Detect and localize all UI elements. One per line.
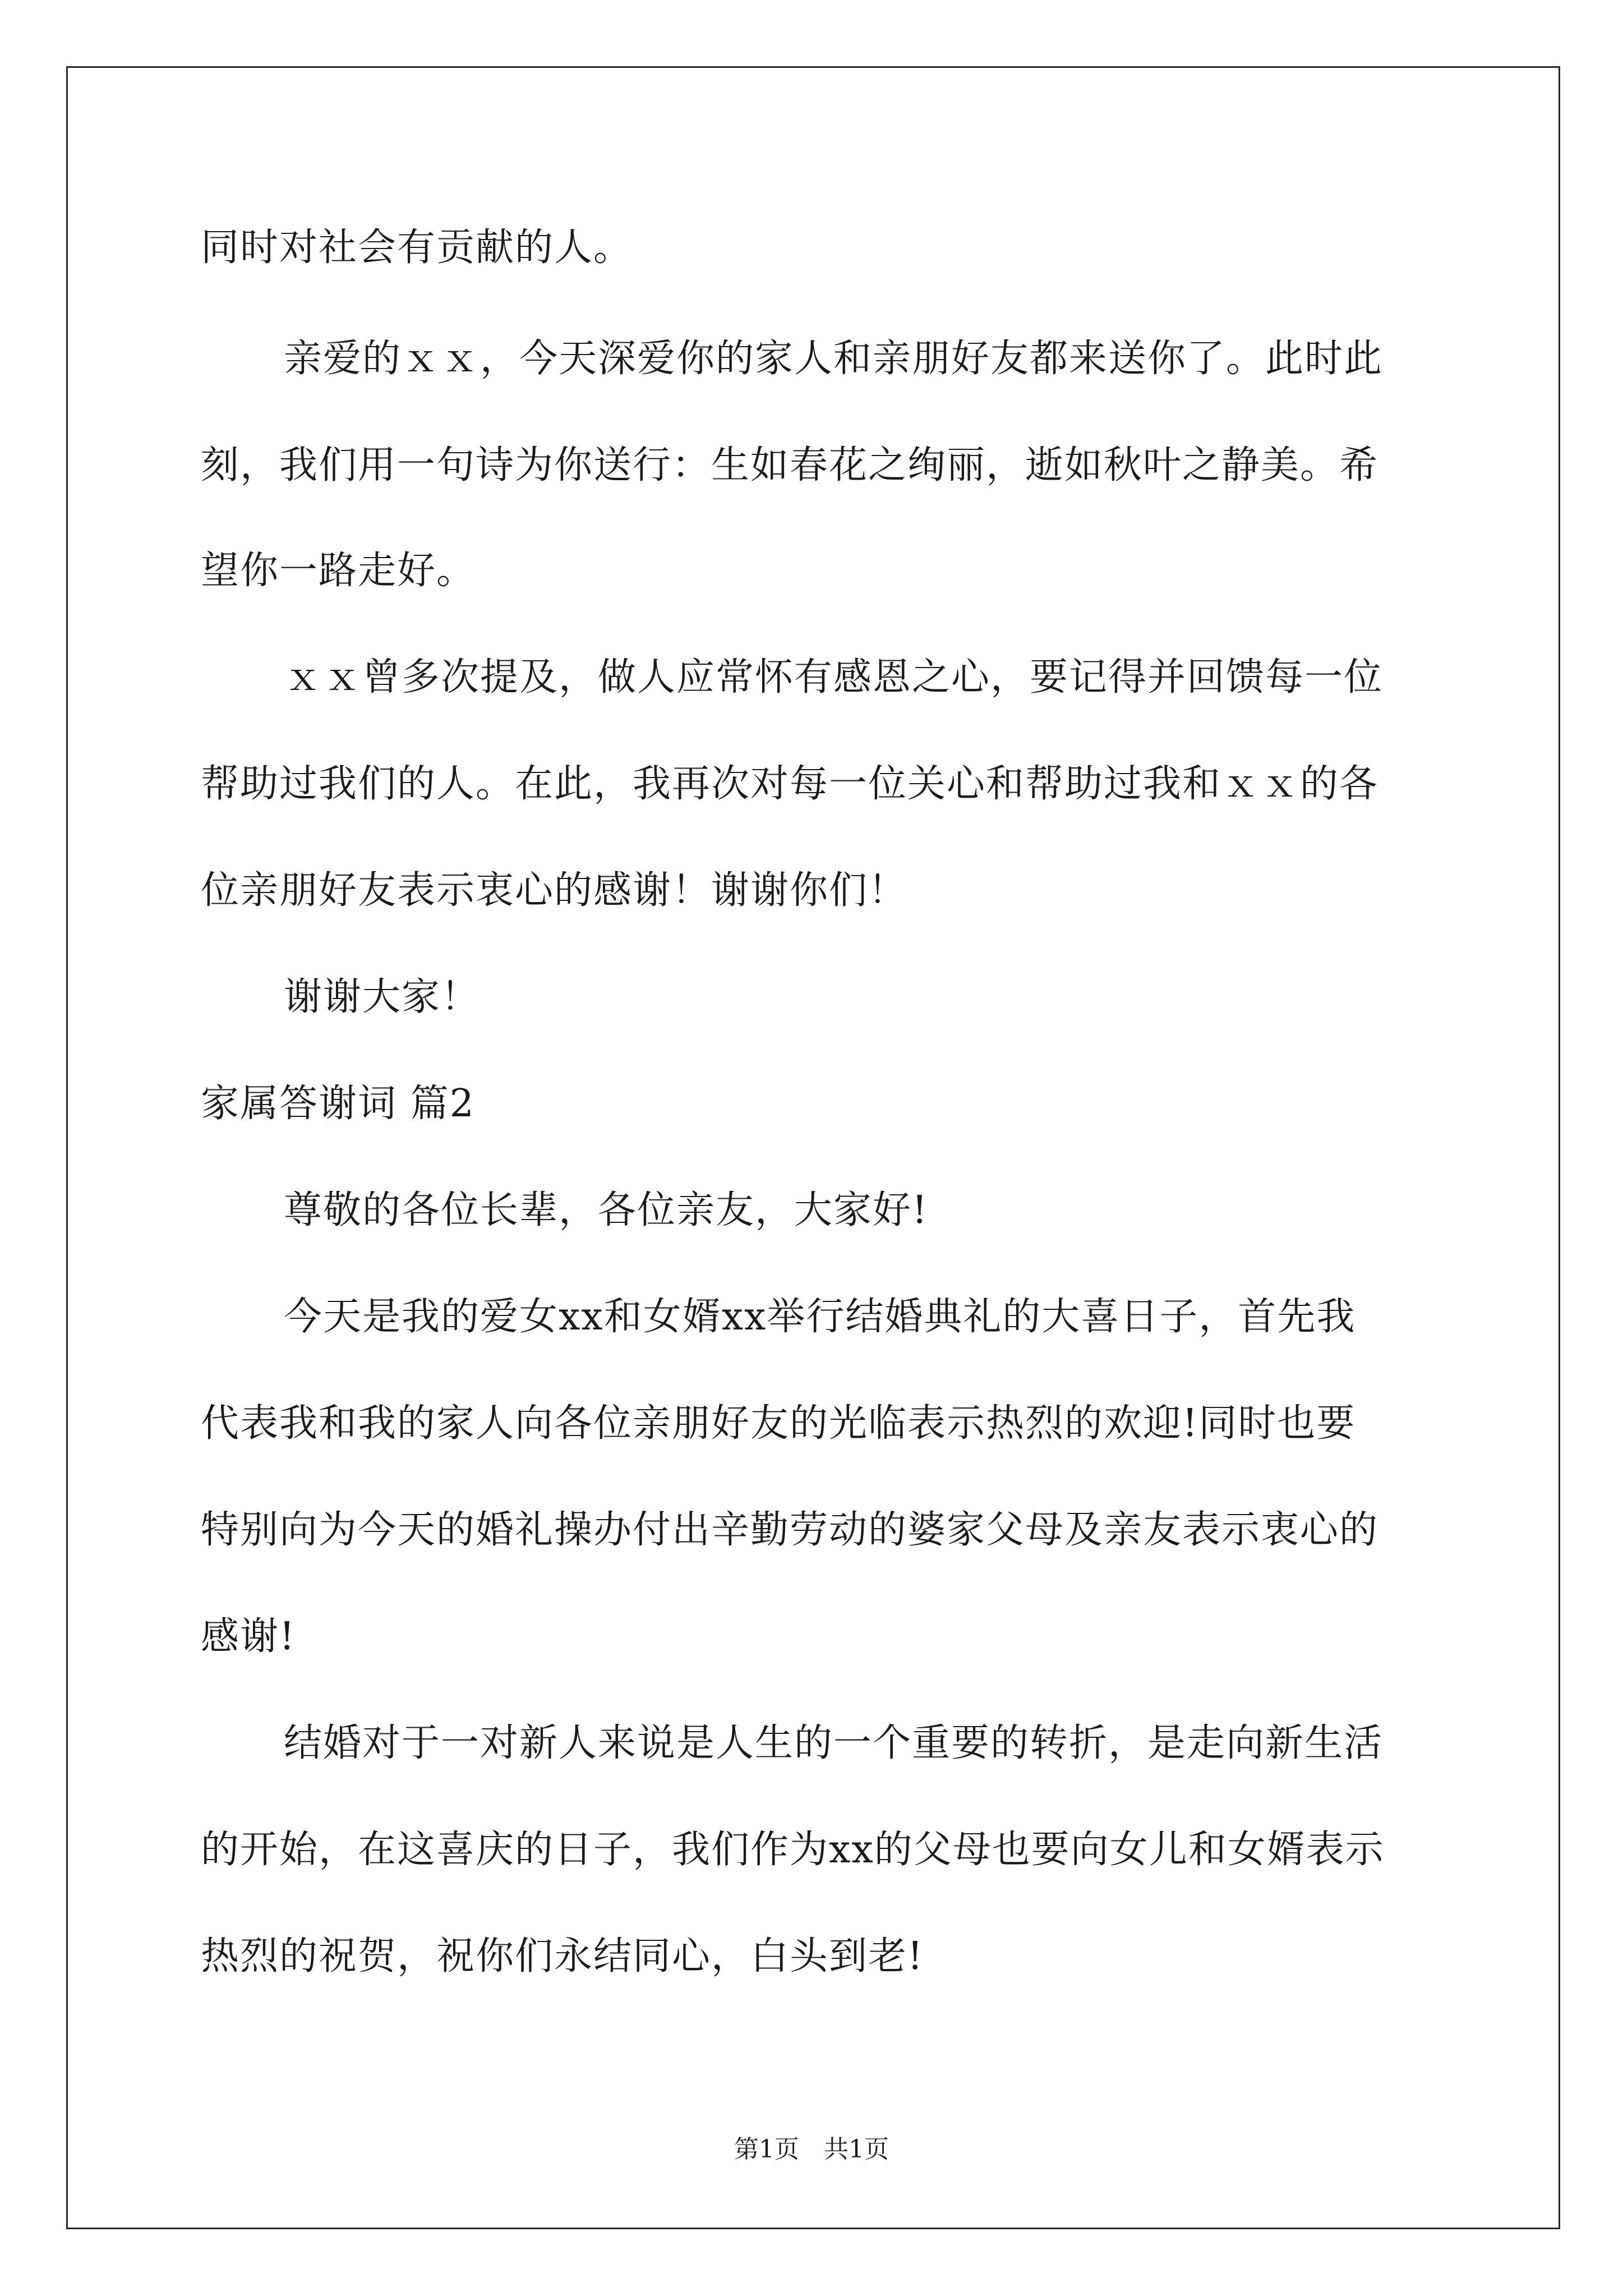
text-line: 结婚对于一对新人来说是人生的一个重要的转折，是走向新生活 (284, 1721, 1384, 1765)
text-line: 尊敬的各位长辈，各位亲友，大家好! (284, 1188, 929, 1232)
text-line: 亲爱的ｘｘ，今天深爱你的家人和亲朋好友都来送你了。此时此 (284, 337, 1384, 381)
text-line: 今天是我的爱女xx和女婿xx举行结婚典礼的大喜日子，首先我 (284, 1295, 1356, 1339)
text-line: 望你一路走好。 (201, 549, 476, 593)
page-footer: 第1页 共1页 (734, 2135, 889, 2164)
text-line: 热烈的祝贺，祝你们永结同心，白头到老! (201, 1934, 924, 1978)
text-line: 的开始，在这喜庆的日子，我们作为xx的父母也要向女儿和女婿表示 (201, 1828, 1385, 1872)
text-line: 感谢! (201, 1614, 296, 1659)
text-line: 位亲朋好友表示衷心的感谢！谢谢你们！ (201, 868, 908, 913)
page-border (66, 66, 1560, 2229)
text-line: 特别向为今天的婚礼操办付出辛勤劳动的婆家父母及亲友表示衷心的 (201, 1508, 1379, 1552)
text-line: 谢谢大家！ (284, 975, 481, 1019)
text-line: 代表我和我的家人向各位亲朋好友的光临表示热烈的欢迎!同时也要 (201, 1401, 1356, 1446)
text-line: ｘｘ曾多次提及，做人应常怀有感恩之心，要记得并回馈每一位 (284, 655, 1384, 700)
text-line: 刻，我们用一句诗为你送行：生如春花之绚丽，逝如秋叶之静美。希 (201, 443, 1379, 487)
text-line: 帮助过我们的人。在此，我再次对每一位关心和帮助过我和ｘｘ的各 (201, 762, 1379, 806)
text-line: 同时对社会有贡献的人。 (201, 226, 633, 270)
section-heading: 家属答谢词 篇2 (201, 1082, 475, 1126)
